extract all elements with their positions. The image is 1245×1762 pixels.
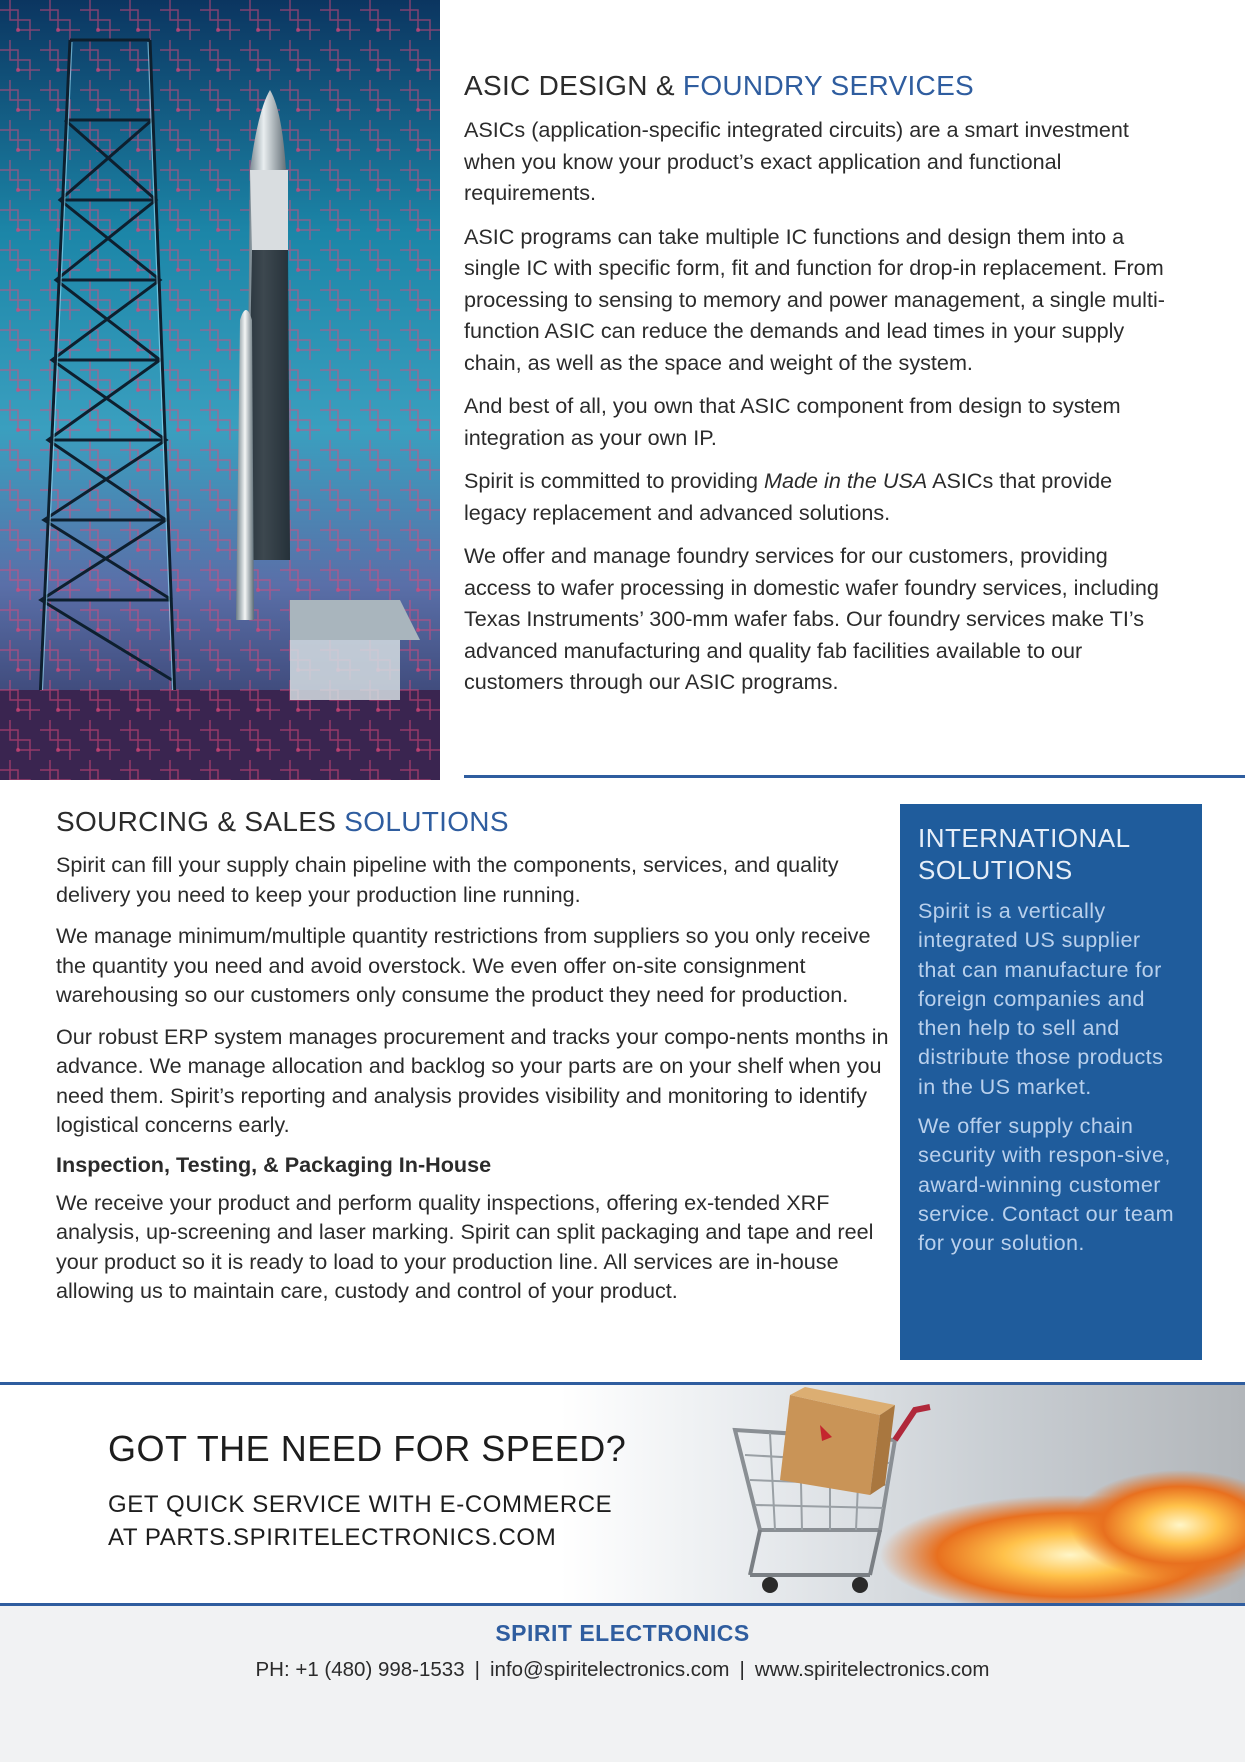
separator: | — [474, 1658, 480, 1681]
hero-rocket-image — [0, 0, 440, 780]
website-link[interactable]: www.spiritelectronics.com — [754, 1658, 990, 1681]
sourcing-paragraph: We receive your product and perform quality inspections, offering ex-tended XRF analysis, up-screening and laser marking. Spirit can split packaging and tape and reel your product so it is ready to load to your production line. All services are in-house allowing us to maintain care, custody and control of your product. — [56, 1189, 874, 1303]
asic-title: ASIC DESIGN & FOUNDRY SERVICES — [464, 70, 975, 101]
sourcing-title: SOURCING & SALES SOLUTIONS — [56, 806, 509, 837]
separator: | — [739, 1658, 745, 1681]
email-link[interactable]: info@spiritelectronics.com — [489, 1658, 730, 1681]
sourcing-paragraph: We manage minimum/multiple quantity restrictions from suppliers so you only receive the quantity you need and avoid overstock. We even offer on-site consignment warehousing so our customers only consume the product they need for production. — [56, 923, 871, 1007]
company-name: SPIRIT ELECTRONICS — [495, 1620, 750, 1646]
asic-paragraph: ASICs (application-specific integrated circuits) are a smart investment when you know your product’s exact application and functional requirements. — [464, 117, 1129, 205]
rocket-launch-pad-image — [0, 0, 440, 780]
shipping-box-icon — [780, 1387, 895, 1495]
international-paragraph: Spirit is a vertically integrated US supplier that can manufacture for foreign companies and then help to sell and distribute those products in the US market. — [918, 898, 1164, 1099]
phone-number[interactable]: PH: +1 (480) 998-1533 — [255, 1658, 465, 1681]
banner-line: GET QUICK SERVICE WITH E-COMMERCE — [108, 1491, 613, 1518]
asic-paragraph: ASIC programs can take multiple IC functions and design them into a single IC with specific form, fit and function for drop-in replacement. From processing to sensing to memory and power management, a single multi-function ASIC can reduce the demands and lead times in your supply chain, as well as the space and weight of the system. — [464, 223, 1165, 375]
contact-line — [0, 1658, 1245, 1682]
asic-paragraph: And best of all, you own that ASIC component from design to system integration as your own IP. — [464, 393, 1121, 450]
sourcing-section — [56, 806, 896, 1318]
international-solutions-box — [900, 804, 1202, 1360]
banner-title: GOT THE NEED FOR SPEED? — [108, 1428, 627, 1469]
section-divider — [464, 775, 1245, 778]
international-paragraph: We offer supply chain security with respon-sive, award-winning customer service. Contact our team for your solution. — [918, 1113, 1175, 1256]
asic-paragraph: Spirit is committed to providing Made in the USA ASICs that provide legacy replacement and advanced solutions. — [464, 468, 1113, 525]
international-title: INTERNATIONAL SOLUTIONS — [918, 823, 1130, 885]
asic-section — [464, 70, 1179, 710]
inspection-subheading: Inspection, Testing, & Packaging In-House — [56, 1151, 492, 1177]
sourcing-paragraph: Our robust ERP system manages procurement and tracks your compo-nents months in advance. We manage allocation and backlog so your parts are on your shelf when you need them. Spirit’s reporting and analysis provides visibility and monitoring to identify logistical concerns early. — [56, 1023, 889, 1137]
banner-link[interactable]: AT PARTS.SPIRITELECTRONICS.COM — [108, 1524, 557, 1551]
sourcing-paragraph: Spirit can fill your supply chain pipeline with the components, services, and quality delivery you need to keep your production line running. — [56, 852, 839, 907]
banner-subtitle — [108, 1488, 612, 1554]
asic-paragraph: We offer and manage foundry services for our customers, providing access to wafer processing in domestic wafer foundry services, including Texas Instruments’ 300-mm wafer fabs. Our foundry services make TI’s advanced manufacturing and quality fab facilities available to our customers through our ASIC programs. — [464, 543, 1159, 694]
